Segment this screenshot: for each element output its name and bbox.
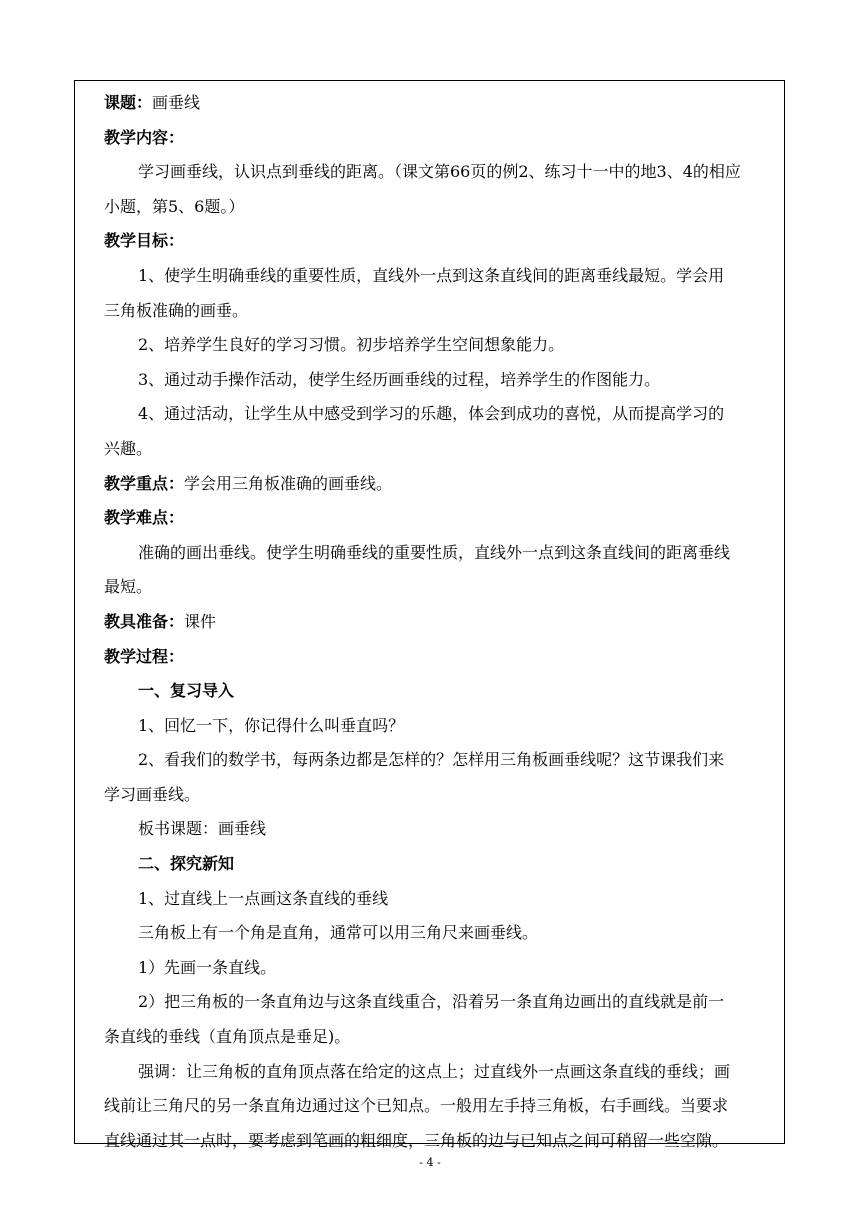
difficulty-heading: 教学难点：: [104, 508, 185, 528]
section-2-triangle-note: 三角板上有一个角是直角，通常可以用三角尺来画垂线。: [138, 923, 539, 943]
section-2-step-2-line-1: 2）把三角板的一条直角边与这条直线重合，沿着另一条直角边画出的直线就是前一: [138, 992, 725, 1012]
goal-4-line-1: 4、通过活动，让学生从中感受到学习的乐趣，体会到成功的喜悦，从而提高学习的: [138, 404, 725, 424]
goals-heading: 教学目标：: [104, 231, 185, 251]
section-1-item-2-line-2: 学习画垂线。: [104, 784, 201, 804]
page-number: - 4 -: [419, 1156, 441, 1169]
process-heading: 教学过程：: [104, 646, 185, 666]
goal-1-line-1: 1、使学生明确垂线的重要性质，直线外一点到这条直线间的距离垂线最短。学会用: [138, 265, 725, 285]
topic-line: [104, 86, 780, 121]
document-body: [104, 86, 780, 1158]
section-2-emphasis-line-3: 直线通过其一点时，要考虑到笔画的粗细度，三角板的边与已知点之间可稍留一些空隙。: [104, 1130, 729, 1150]
goal-1-line-2: 三角板准确的画垂。: [104, 300, 249, 320]
board-title: 板书课题：画垂线: [138, 819, 267, 839]
topic-label: 课题：: [104, 93, 153, 112]
goal-3: 3、通过动手操作活动，使学生经历画垂线的过程，培养学生的作图能力。: [138, 369, 661, 389]
section-2-emphasis-line-1: 强调：让三角板的直角顶点落在给定的这点上；过直线外一点画这条直线的垂线；画: [138, 1061, 731, 1081]
content-heading: 教学内容：: [104, 127, 185, 147]
section-2-step-1: 1）先画一条直线。: [138, 957, 277, 977]
tools-label: 教具准备：: [104, 611, 185, 631]
difficulty-line-2: 最短。: [104, 577, 153, 597]
key-point-label: 教学重点：: [104, 473, 185, 493]
tools-line: [104, 605, 780, 640]
section-2-emphasis-line-2: 线前让三角尺的另一条直角边通过这个已知点。一般用左手持三角板，右手画线。当要求: [104, 1096, 729, 1116]
key-point-line: [104, 467, 780, 502]
topic-value: 画垂线: [152, 93, 201, 112]
content-line-2: 小题，第5、6题。）: [104, 196, 245, 216]
content-line-1: 学习画垂线，认识点到垂线的距离。（课文第66页的例2、练习十一中的地3、4的相应: [138, 162, 741, 182]
section-1-item-2-line-1: 2、看我们的数学书，每两条边都是怎样的？怎样用三角板画垂线呢？这节课我们来: [138, 750, 725, 770]
tools-value: 课件: [184, 611, 217, 631]
key-point-value: 学会用三角板准确的画垂线。: [184, 473, 393, 493]
section-2-item-1: 1、过直线上一点画这条直线的垂线: [138, 888, 389, 908]
section-1-heading: 一、复习导入: [138, 681, 235, 701]
difficulty-line-1: 准确的画出垂线。使学生明确垂线的重要性质，直线外一点到这条直线间的距离垂线: [138, 542, 731, 562]
section-2-heading: 二、探究新知: [138, 854, 235, 874]
goal-2: 2、培养学生良好的学习习惯。初步培养学生空间想象能力。: [138, 335, 565, 355]
goal-4-line-2: 兴趣。: [104, 438, 153, 458]
section-2-step-2-line-2: 条直线的垂线（直角顶点是垂足)。: [104, 1027, 351, 1047]
section-1-item-1: 1、回忆一下，你记得什么叫垂直吗？: [138, 715, 405, 735]
